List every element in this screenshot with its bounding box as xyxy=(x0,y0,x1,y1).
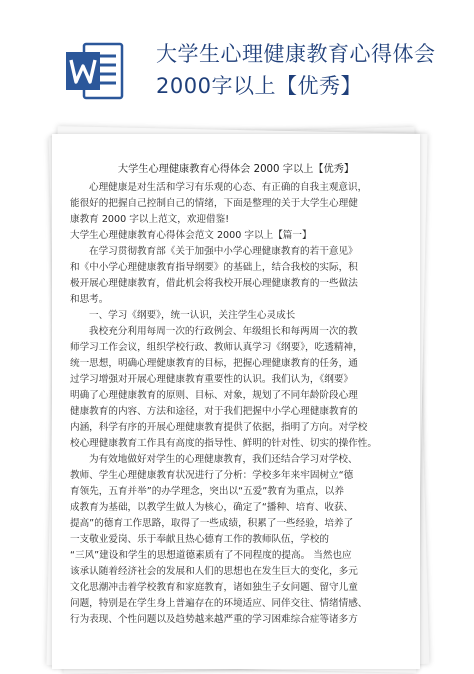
document-body xyxy=(70,162,402,628)
document-line: 和思考。 xyxy=(70,294,109,305)
document-line: 师学习工作会议，组织学校行政、教师认真学习《纲要》，吃透精神， xyxy=(70,342,363,353)
document-line: 一、学习《纲要》，统一认识，关注学生心灵成长 xyxy=(89,310,296,321)
document-preview xyxy=(46,128,428,669)
document-line: 问题，特别是在学生身上普遍存在的环境适应、同伴交往、情绪情感、 xyxy=(70,598,368,609)
document-line: 能很好的把握自己控制自己的情绪，下面是整理的关于大学生心理健 xyxy=(70,198,358,209)
document-line: 心理健康是对生活和学习有乐观的心态、有正确的自我主观意识， xyxy=(89,182,368,193)
title-line-2: 2000字以上【优秀】 xyxy=(156,74,362,98)
document-line: 文化思潮冲击着学校教育和家庭教育，诸如独生子女问题、留守儿童 xyxy=(70,582,358,593)
document-line: 和《中小学心理健康教育指导纲要》的基础上，结合我校的实际，积 xyxy=(70,262,358,273)
document-line: 我校充分利用每周一次的行政例会、年级组长和每两周一次的教 xyxy=(89,326,358,337)
document-line: 提高”的德育工作思路，取得了一些成绩，积累了一些经验，培养了 xyxy=(70,518,354,529)
document-line: “三风”建设和学生的思想道德素质有了不同程度的提高。 当然也应 xyxy=(70,550,352,561)
document-line: 健康教育的内容、方法和途径，对于我们把握中小学心理健康教育的 xyxy=(70,406,358,417)
document-line: 育领先，五育并举”的办学理念，突出以“五爱”教育为重点，以养 xyxy=(70,486,344,497)
document-line: 在学习贯彻教育部《关于加强中小学心理健康教育的若干意见》 xyxy=(89,246,358,257)
document-line: 康教育 2000 字以上范文，欢迎借鉴! xyxy=(70,214,230,225)
document-line: 为有效地做好对学生的心理健康教育，我们还结合学习对学校、 xyxy=(89,454,358,465)
document-line: 统一思想，明确心理健康教育的目标，把握心理健康教育的任务，通 xyxy=(70,358,358,369)
document-line: 一支敬业爱岗、乐于奉献且热心德育工作的教师队伍，学校的 xyxy=(70,534,330,545)
document-line: 极开展心理健康教育，借此机会将我校开展心理健康教育的一些做法 xyxy=(70,278,358,289)
document-line: 教师、学生心理健康教育状况进行了分析：学校多年来牢固树立“德 xyxy=(70,470,354,481)
title-line-1: 大学生心理健康教育心得体会 xyxy=(156,42,436,66)
page-header xyxy=(0,0,474,120)
document-line: 该承认随着经济社会的发展和人们的思想也在发生巨大的变化，多元 xyxy=(70,566,358,577)
document-line: 行为表现、个性问题以及趋势越来越严重的学习困难综合症等诸多方 xyxy=(70,614,358,625)
document-line: 内涵，科学有序的开展心理健康教育提供了依据，指明了方向。对学校 xyxy=(70,422,368,433)
document-title: 大学生心理健康教育心得体会 2000 字以上【优秀】 xyxy=(117,164,355,175)
document-line: 大学生心理健康教育心得体会范文 2000 字以上【篇一】 xyxy=(70,230,312,241)
document-line: 成教育为基础，以教学生做人为核心，确定了“播种、培育、收获、 xyxy=(70,502,354,513)
page-title xyxy=(156,38,456,102)
document-page xyxy=(52,134,420,669)
document-line: 过学习增强对开展心理健康教育重要性的认识。我们认为，《纲要》 xyxy=(70,374,354,385)
document-line: 校心理健康教育工作具有高度的指导性、鲜明的针对性、切实的操作性。 xyxy=(70,438,377,449)
document-line: 明确了心理健康教育的原则、目标、对象，规划了不同年龄阶段心理 xyxy=(70,390,358,401)
document-lines xyxy=(70,180,402,628)
word-document-icon xyxy=(64,40,126,102)
